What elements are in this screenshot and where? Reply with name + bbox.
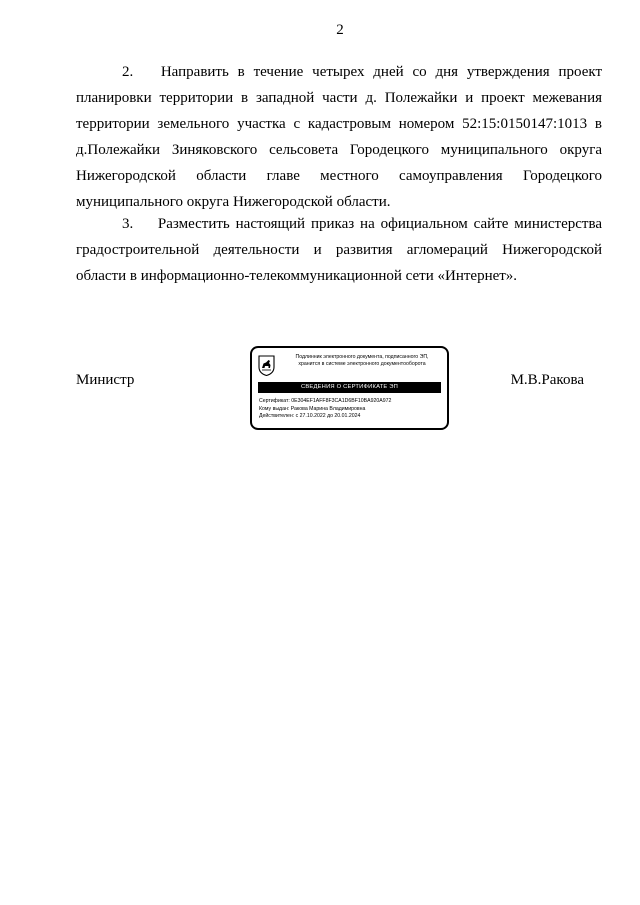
- validity-row: [259, 413, 444, 421]
- certificate-label: Сертификат:: [259, 398, 290, 404]
- stamp-header-line: Подлинник электронного документа, подписанного ЭП,: [295, 354, 429, 360]
- paragraph-number: 3.: [122, 216, 134, 232]
- owner-row: [259, 406, 444, 414]
- stamp-details: [259, 398, 444, 421]
- stamp-banner: СВЕДЕНИЯ О СЕРТИФИКАТЕ ЭП: [258, 382, 441, 393]
- validity-value: с 27.10.2022 до 20.01.2024: [295, 413, 361, 419]
- page-number: 2: [336, 22, 344, 38]
- stamp-header-line: хранится в системе электронного документооборота: [298, 361, 426, 367]
- certificate-value: 0E304EF1AFF8F3CA1D6BF10BA920A972: [291, 398, 392, 404]
- signatory-title: Министр: [76, 372, 135, 388]
- digital-signature-stamp: [250, 346, 449, 430]
- signatory-name: М.В.Ракова: [510, 372, 584, 388]
- owner-value: Ракова Марина Владимировна: [290, 405, 366, 412]
- owner-label: Кому выдан:: [259, 405, 290, 412]
- paragraph-text: Направить в течение четырех дней со дня утверждения проект планировки территории в западной части д. Полежайки и проект межевания территории земельного участка с кадастровым номером 52:15:0150147:1013 в д.Полежайки Зиняковского сельсовета Городецкого муниципального округа Нижегородской области главе местного самоуправления Городецкого муниципального округа Нижегородской области.: [76, 64, 602, 210]
- coat-of-arms-icon: [258, 355, 275, 376]
- paragraph-2: [76, 59, 602, 215]
- paragraph-number: 2.: [122, 64, 134, 80]
- paragraph-3: [76, 211, 602, 289]
- certificate-row: [259, 398, 444, 406]
- validity-label: Действителен:: [259, 413, 295, 419]
- paragraph-text: Разместить настоящий приказ на официальном сайте министерства градостроительной деятельности и развития агломераций Нижегородской области в информационно-телекоммуникационной сети «Интернет».: [76, 216, 602, 284]
- stamp-header: [279, 354, 445, 368]
